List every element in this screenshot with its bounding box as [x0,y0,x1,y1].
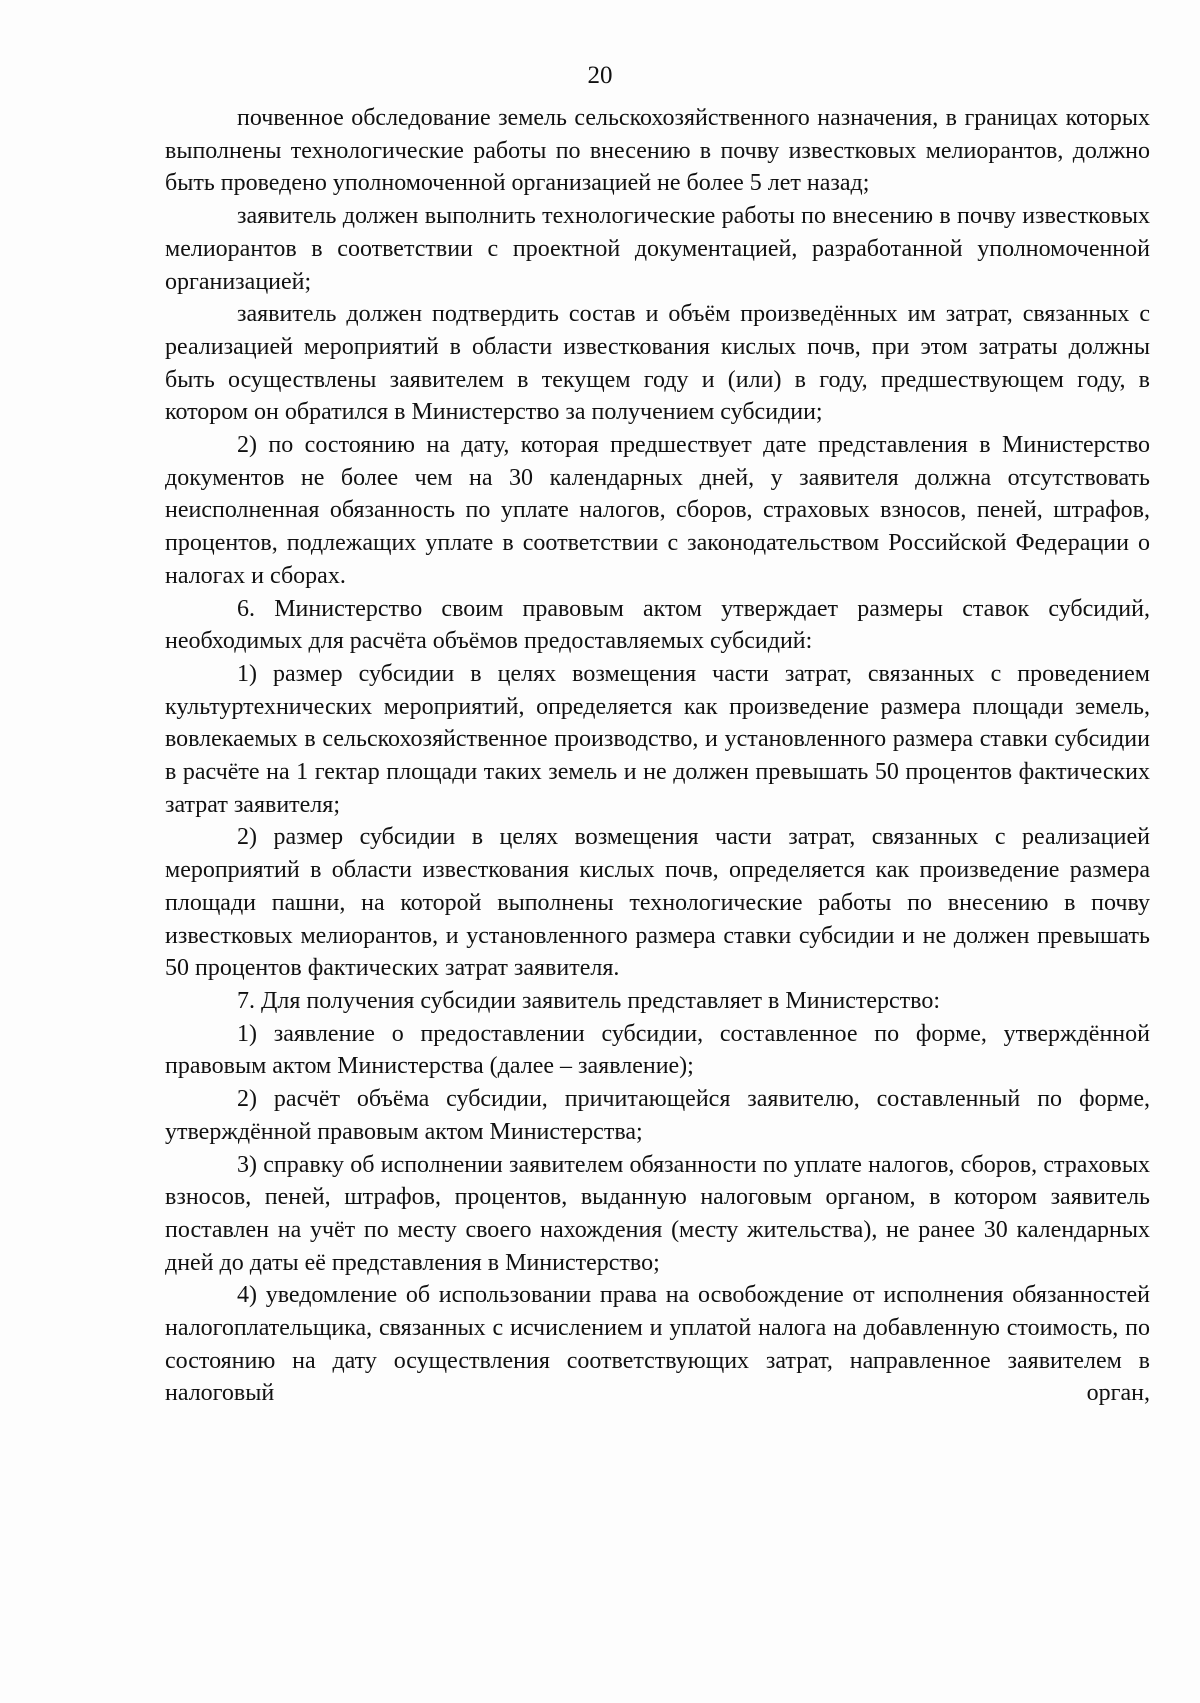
paragraph-subsidy-calculation: 2) расчёт объёма субсидии, причитающейся заявителю, составленный по форме, утверждённой правовым актом Министерства; [165,1086,1150,1145]
paragraph-cost-confirmation: заявитель должен подтвердить состав и объём произведённых им затрат, связанных с реализацией мероприятий в области известкования кислых почв, при этом затраты должны быть осуществлены заявителем в текущем году и (или) в году, предшествующем году, в котором он обратился в Министерство за получением субсидии; [165,301,1150,426]
paragraph-section-6: 6. Министерство своим правовым актом утверждает размеры ставок субсидий, необходимых для расчёта объёмов предоставляемых субсидий: [165,595,1150,655]
paragraph-vat-notice: 4) уведомление об использовании права на освобождение от исполнения обязанностей налогоплательщика, связанных с исчислением и уплатой налога на добавленную стоимость, по состоянию на дату осуществления соответствующих затрат, направленное заявителем в налоговый орган, [165,1282,1150,1407]
paragraph-section-7: 7. Для получения субсидии заявитель представляет в Министерство: [237,987,940,1014]
document-body [165,102,1150,1410]
paragraph-application: 1) заявление о предоставлении субсидии, составленное по форме, утверждённой правовым актом Министерства (далее – заявление); [165,1020,1150,1080]
paragraph-soil-survey: почвенное обследование земель сельскохозяйственного назначения, в границах которых выполнены технологические работы по внесению в почву известковых мелиорантов, должно быть проведено уполномоченной организацией не более 5 лет назад; [165,105,1150,197]
paragraph-technological-works: заявитель должен выполнить технологические работы по внесению в почву известковых мелиорантов в соответствии с проектной документацией, разработанной уполномоченной организацией; [165,203,1150,295]
paragraph-subsidy-cultural-technical: 1) размер субсидии в целях возмещения части затрат, связанных с проведением культуртехнических мероприятий, определяется как произведение размера площади земель, вовлекаемых в сельскохозяйственное производство, и установленного размера ставки субсидии в расчёте на 1 гектар площади таких земель и не должен превышать 50 процентов фактических затрат заявителя; [165,660,1150,818]
paragraph-subsidy-liming: 2) размер субсидии в целях возмещения части затрат, связанных с реализацией мероприятий в области известкования кислых почв, определяется как произведение размера площади пашни, на которой выполнены технологические работы по внесению в почву известковых мелиорантов, и установленного размера ставки субсидии и не должен превышать 50 процентов фактических затрат заявителя. [165,824,1150,982]
paragraph-tax-obligation: 2) по состоянию на дату, которая предшествует дате представления в Министерство документов не более чем на 30 календарных дней, у заявителя должна отсутствовать неисполненная обязанность по уплате налогов, сборов, страховых взносов, пеней, штрафов, процентов, подлежащих уплате в соответствии с законодательством Российской Федерации о налогах и сборах. [165,432,1150,589]
page-number: 20 [587,62,613,89]
paragraph-tax-certificate: 3) справку об исполнении заявителем обязанности по уплате налогов, сборов, страховых взносов, пеней, штрафов, процентов, выданную налоговым органом, в котором заявитель поставлен на учёт по месту своего нахождения (месту жительства), не ранее 30 календарных дней до даты её представления в Министерство; [165,1151,1150,1276]
